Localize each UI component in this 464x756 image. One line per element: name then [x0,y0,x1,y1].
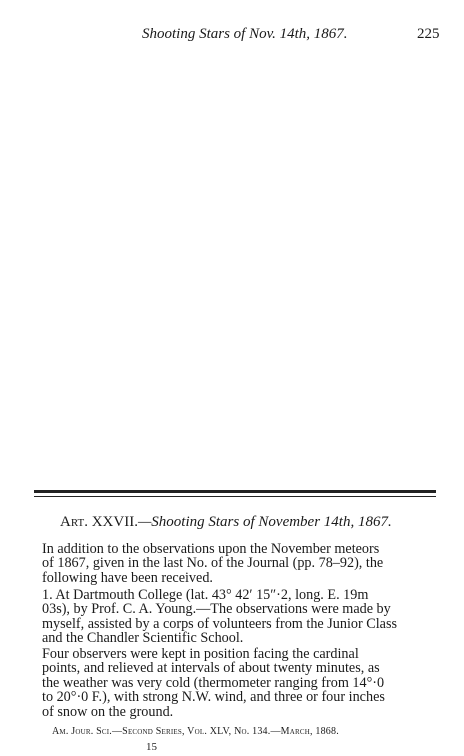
text-line: the weather was very cold (thermometer ranging from 14°·0 [42,674,385,691]
text-line: Four observers were kept in position facing the cardinal [42,646,359,662]
paragraph-dartmouth [42,588,434,646]
text-line: and the Chandler Scientific School. [42,630,244,647]
footer-citation: Am. Jour. Sci.—Second Series, Vol. XLV, No. 134.—March, 1868. [52,726,339,737]
running-head [0,26,464,48]
paragraph-observers [42,647,434,719]
text-line: following have been received. [42,569,213,586]
section-rule-thick [34,490,436,493]
text-line: of snow on the ground. [42,703,174,720]
signature-mark: 15 [146,741,157,753]
running-head-title: Shooting Stars of Nov. 14th, 1867. [142,26,348,42]
section-rule-thin [34,496,436,497]
paragraph-intro [42,542,434,585]
article-heading [60,514,440,531]
text-line: In addition to the observations upon the November meteors [42,541,380,557]
text-line: points, and relieved at intervals of about twenty minutes, as [42,660,380,677]
text-line: 1. At Dartmouth College (lat. 43° 42′ 15″·2, long. E. 19m [42,587,369,603]
text-line: 03s), by Prof. C. A. Young.—The observations were made by [42,601,391,618]
text-line: myself, assisted by a corps of volunteers from the Junior Class [42,615,398,632]
text-line: of 1867, given in the last No. of the Journal (pp. 78–92), the [42,555,384,572]
text-line: to 20°·0 F.), with strong N.W. wind, and three or four inches [42,689,385,706]
article-number: Art. XXVII. [60,514,138,530]
article-title: —Shooting Stars of November 14th, 1867. [137,514,392,530]
page-number: 225 [417,26,440,42]
